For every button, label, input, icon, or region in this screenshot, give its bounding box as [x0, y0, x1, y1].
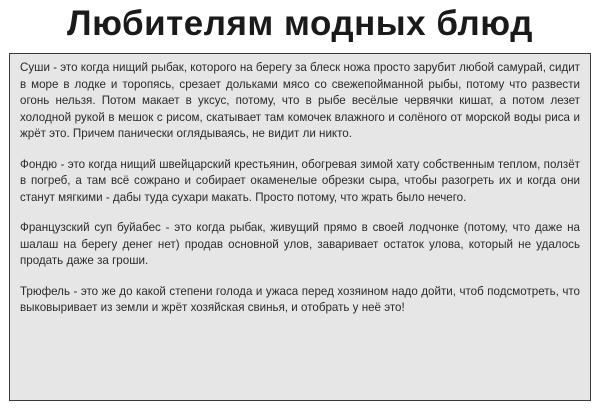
text-panel	[9, 53, 591, 401]
headline: Любителям модных блюд	[67, 4, 533, 43]
paragraph-bouillabaisse: Французский суп буйабес - это когда рыбак, живущий прямо в своей лодчонке (потому, что даже на шалаш на берегу денег нет) продав основной улов, заваривает остаток улова, который не удалось продать даже за гроши.	[20, 221, 580, 267]
paragraph-fondue: Фондю - это когда нищий швейцарский крестьянин, обогревая зимой хату собственным теплом, ползёт в погреб, а там всё сожрано и собирает окаменелые обрезки сыра, чтобы разогреть их и когда они станут мягкими - дабы туда сухари макать. Просто потому, что жрать было нечего.	[20, 157, 580, 204]
paragraph-truffle: Трюфель - это же до какой степени голода и ужаса перед хозяином надо дойти, чтоб подсмотреть, что выковыривает из земли и жрёт хозяйская свинья, и отобрать у неё это!	[20, 284, 580, 314]
paragraph-sushi: Суши - это когда нищий рыбак, которого на берегу за блеск ножа просто зарубит любой самурай, сидит в море в лодке и торопясь, срезает дольками мясо со свежепойманной рыбы, потому что развести огонь нельзя. Потом макает в уксус, потому, что в рыбе весёлые червячки кишат, а потом лезет холодной рукой в мешок с рисом, скатывает там комочек влажного и солёного от морской воды риса и жрёт это. Причем панически оглядываясь, не видит ли никто.	[20, 61, 580, 140]
